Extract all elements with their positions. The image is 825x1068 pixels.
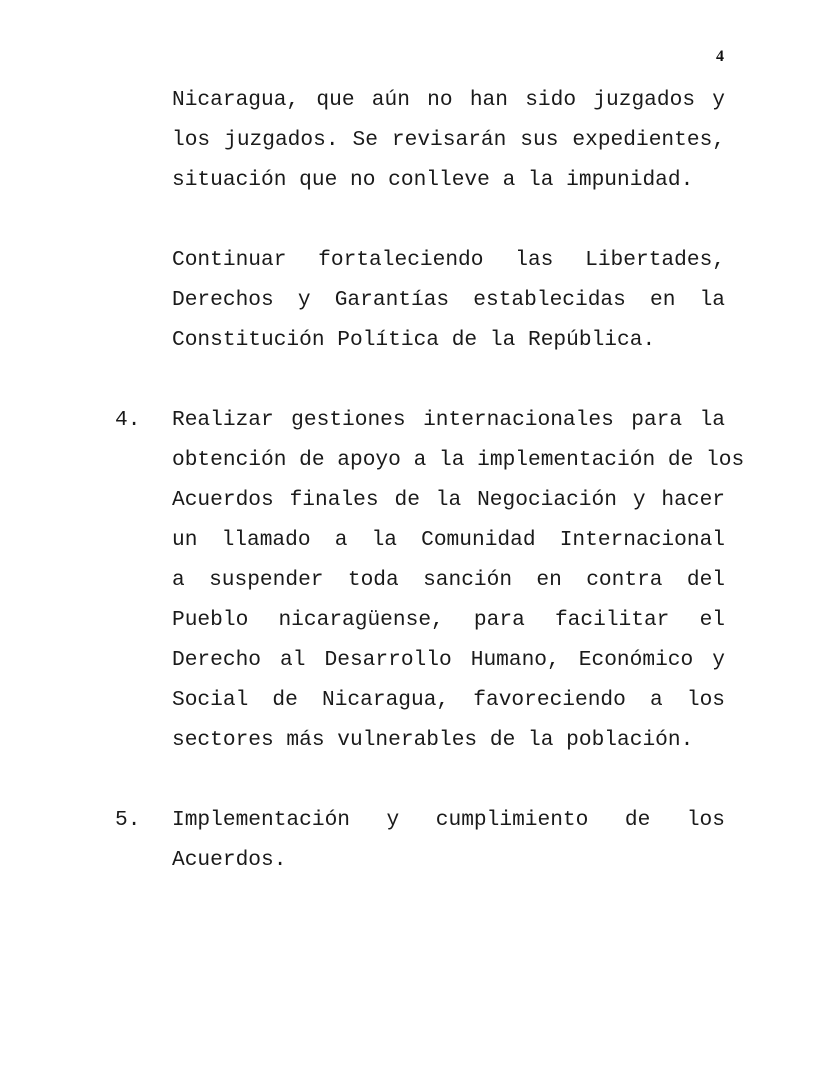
text-line: Derecho al Desarrollo Humano, Económico y xyxy=(172,648,725,672)
text-line: Acuerdos. xyxy=(172,848,287,872)
text-line: Implementación y cumplimiento de los xyxy=(172,808,725,832)
text-line: Pueblo nicaragüense, para facilitar el xyxy=(172,608,725,632)
text-line: Continuar fortaleciendo las Libertades, xyxy=(172,248,725,272)
text-line: situación que no conlleve a la impunidad. xyxy=(172,168,694,192)
list-number: 4. xyxy=(115,408,141,432)
text-line: obtención de apoyo a la implementación de los xyxy=(172,448,745,472)
text-line: Constitución Política de la República. xyxy=(172,328,656,352)
page-number: 4 xyxy=(716,48,724,65)
text-line: un llamado a la Comunidad Internacional xyxy=(172,528,725,552)
list-number: 5. xyxy=(115,808,141,832)
text-line: los juzgados. Se revisarán sus expedientes, xyxy=(172,128,725,152)
text-line: Nicaragua, que aún no han sido juzgados y xyxy=(172,88,725,112)
text-line: Derechos y Garantías establecidas en la xyxy=(172,288,725,312)
text-line: sectores más vulnerables de la población. xyxy=(172,728,694,752)
text-line: Social de Nicaragua, favoreciendo a los xyxy=(172,688,725,712)
text-line: Realizar gestiones internacionales para la xyxy=(172,408,725,432)
text-line: a suspender toda sanción en contra del xyxy=(172,568,725,592)
text-line: Acuerdos finales de la Negociación y hacer xyxy=(172,488,725,512)
